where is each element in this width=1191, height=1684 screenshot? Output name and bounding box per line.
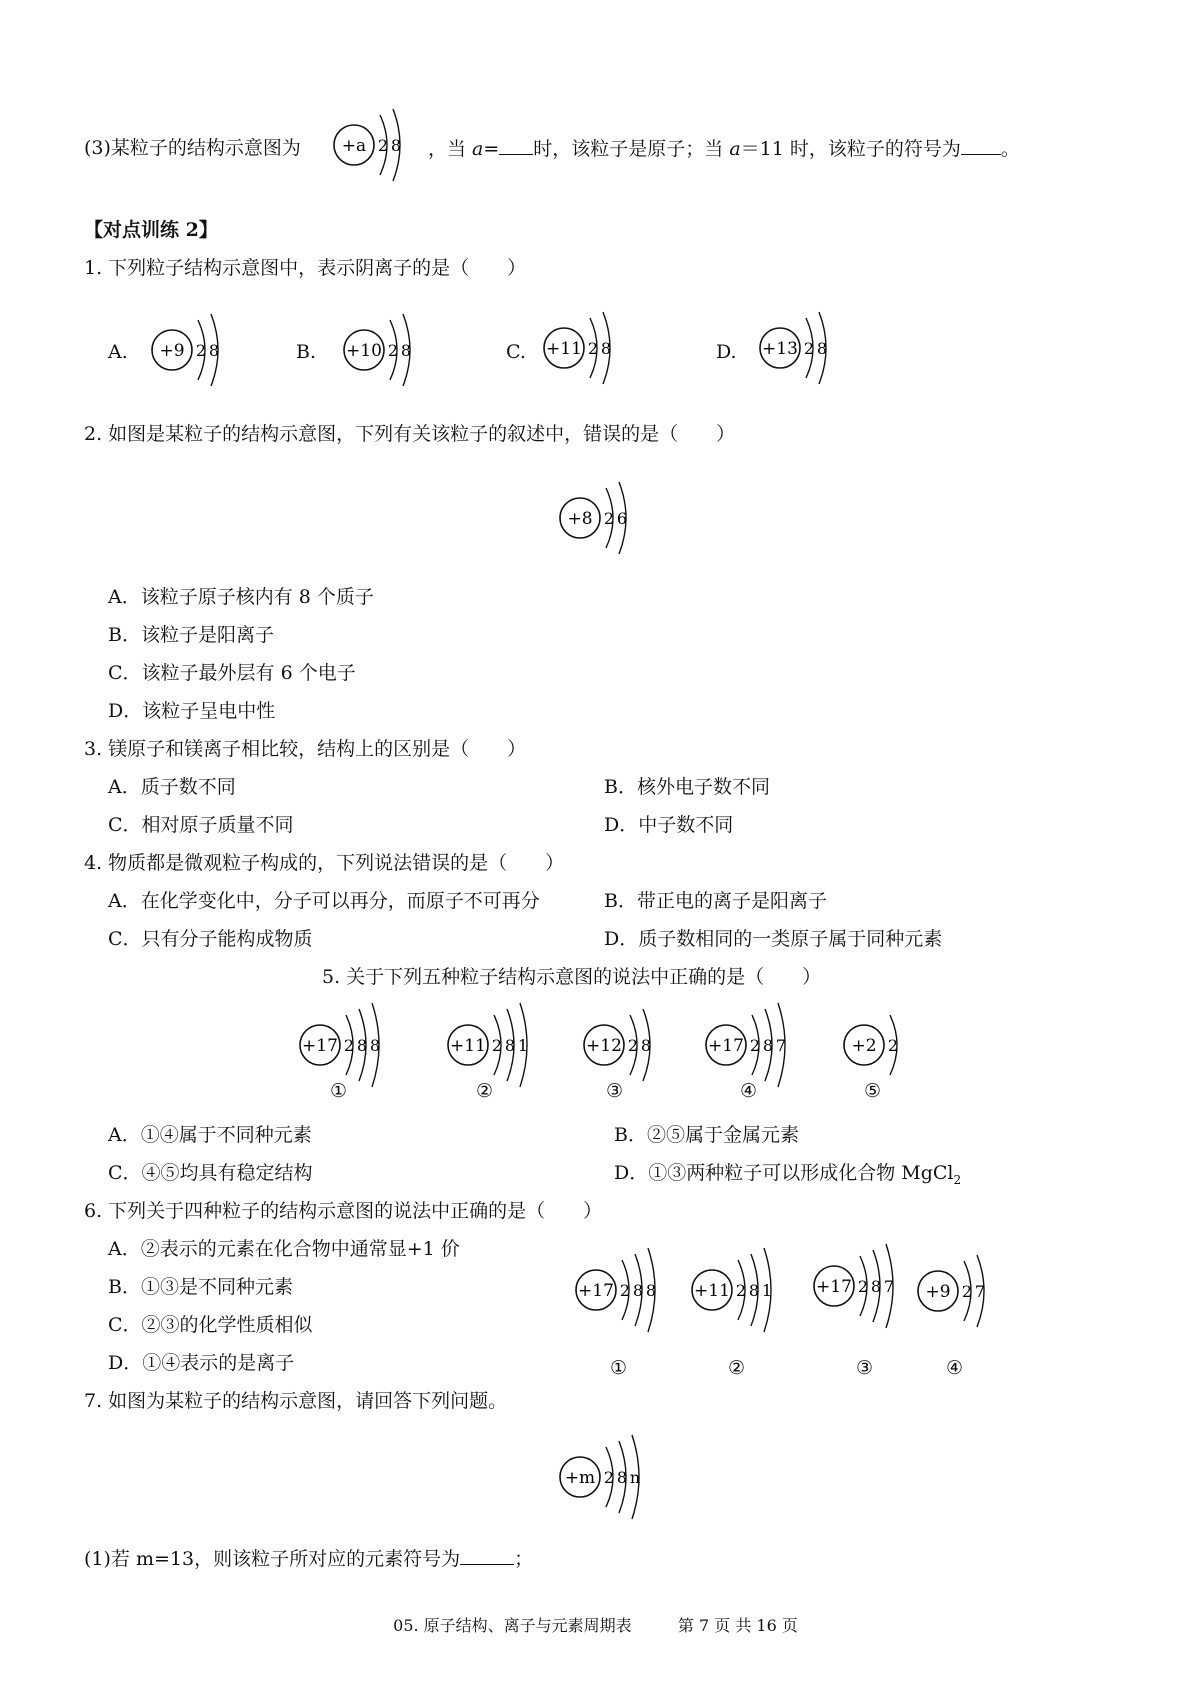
q5-atom-1 — [296, 1000, 396, 1090]
q1-option-b-atom — [340, 300, 440, 400]
q1-stem: 1. 下列粒子结构示意图中，表示阴离子的是（ ） — [84, 257, 527, 279]
q7-blank-symbol[interactable] — [460, 1546, 514, 1565]
shell-electron-count: 8 — [369, 1036, 381, 1055]
shell-electron-count: 7 — [775, 1036, 787, 1055]
q3-line — [84, 136, 301, 160]
q6-option-a[interactable]: A．②表示的元素在化合物中通常显+1 价 — [108, 1238, 460, 1260]
shell-electron-count: 2 — [587, 339, 599, 358]
shell-electron-count: 8 — [640, 1036, 652, 1055]
nucleus-charge: +10 — [346, 341, 382, 361]
q2-option-b[interactable]: B．该粒子是阳离子 — [108, 624, 274, 646]
nucleus-charge: +a — [341, 136, 367, 156]
q4-option-d[interactable]: D．质子数相同的一类原子属于同种元素 — [604, 928, 943, 950]
q5-atom-5 — [840, 1000, 940, 1090]
q3-atom-diagram — [330, 100, 420, 190]
q5-num-3: ③ — [606, 1080, 624, 1102]
shell-electron-count: 2 — [735, 1281, 747, 1300]
q5-option-c[interactable]: C．④⑤均具有稳定结构 — [108, 1162, 313, 1184]
q5-atom-3 — [580, 1000, 680, 1090]
q7-atom-diagram — [556, 1422, 666, 1532]
shell-electron-count: 8 — [762, 1036, 774, 1055]
q2-atom-diagram — [556, 468, 656, 568]
shell-electron-count: 8 — [208, 341, 220, 360]
nucleus-charge: +8 — [567, 509, 593, 529]
shell-electron-count: 2 — [887, 1036, 899, 1055]
q2-option-c[interactable]: C．该粒子最外层有 6 个电子 — [108, 662, 356, 684]
q4-option-a[interactable]: A．在化学变化中，分子可以再分，而原子不可再分 — [108, 890, 540, 912]
nucleus-charge: +9 — [925, 1282, 951, 1302]
q5-num-1: ① — [330, 1080, 348, 1102]
q2-stem: 2. 如图是某粒子的结构示意图，下列有关该粒子的叙述中，错误的是（ ） — [84, 423, 736, 445]
q3-pre: (3)某粒子的结构示意图为 — [84, 137, 301, 159]
shell-electron-count: 8 — [400, 341, 412, 360]
q5-option-b[interactable]: B．②⑤属于金属元素 — [614, 1124, 799, 1146]
q6-atom-3 — [810, 1236, 920, 1336]
footer-page: 第 7 页 共 16 页 — [677, 1616, 798, 1635]
shell-electron-count: 2 — [603, 1468, 615, 1487]
q6-num-4: ④ — [946, 1357, 964, 1379]
shell-electron-count: 2 — [343, 1036, 355, 1055]
section-title: 【对点训练 2】 — [84, 219, 218, 241]
shell-electron-count: 8 — [748, 1281, 760, 1300]
q2-option-a[interactable]: A．该粒子原子核内有 8 个质子 — [108, 586, 374, 608]
q6-num-2: ② — [728, 1357, 746, 1379]
q5-num-2: ② — [476, 1080, 494, 1102]
q3b-stem: 3. 镁原子和镁离子相比较，结构上的区别是（ ） — [84, 738, 527, 760]
q5-num-5: ⑤ — [864, 1080, 882, 1102]
shell-electron-count: 2 — [749, 1036, 761, 1055]
q6-atom-2 — [688, 1240, 798, 1340]
shell-electron-count: 8 — [632, 1281, 644, 1300]
shell-electron-count: 2 — [627, 1036, 639, 1055]
q1-option-c-atom — [540, 298, 640, 398]
q4-stem: 4. 物质都是微观粒子构成的，下列说法错误的是（ ） — [84, 852, 565, 874]
q3-blank-symbol[interactable] — [961, 136, 1001, 155]
q5-atom-4 — [702, 1000, 802, 1090]
q7-stem: 7. 如图为某粒子的结构示意图，请回答下列问题。 — [84, 1390, 508, 1412]
q2-option-d[interactable]: D．该粒子呈电中性 — [108, 700, 276, 722]
nucleus-charge: +m — [564, 1468, 596, 1488]
nucleus-charge: +13 — [762, 339, 798, 359]
shell-electron-count: 7 — [883, 1277, 895, 1296]
shell-electron-count: 8 — [600, 339, 612, 358]
nucleus-charge: +17 — [302, 1036, 338, 1056]
q5-option-a[interactable]: A．①④属于不同种元素 — [108, 1124, 312, 1146]
q6-num-1: ① — [610, 1357, 628, 1379]
page-footer — [0, 1613, 1191, 1636]
q5-option-d[interactable]: D．①③两种粒子可以形成化合物 MgCl$_2$ — [614, 1162, 962, 1187]
q6-atom-1 — [572, 1240, 682, 1340]
shell-electron-count: 2 — [857, 1277, 869, 1296]
q6-stem: 6. 下列关于四种粒子的结构示意图的说法中正确的是（ ） — [84, 1200, 603, 1222]
q3-blank-a[interactable] — [499, 136, 533, 155]
q6-option-d[interactable]: D．①④表示的是离子 — [108, 1352, 295, 1374]
nucleus-charge: +11 — [450, 1036, 486, 1056]
q6-option-c[interactable]: C．②③的化学性质相似 — [108, 1314, 313, 1336]
q6-num-3: ③ — [856, 1357, 874, 1379]
shell-electron-count: 8 — [390, 136, 402, 155]
shell-electron-count: 8 — [816, 339, 828, 358]
nucleus-charge: +17 — [708, 1036, 744, 1056]
shell-electron-count: 7 — [974, 1282, 986, 1301]
q4-option-c[interactable]: C．只有分子能构成物质 — [108, 928, 313, 950]
q3b-option-a[interactable]: A．质子数不同 — [108, 776, 236, 798]
nucleus-charge: +17 — [816, 1277, 852, 1297]
shell-electron-count: 2 — [195, 341, 207, 360]
shell-electron-count: 2 — [387, 341, 399, 360]
shell-electron-count: 1 — [517, 1036, 529, 1055]
q1-option-d-atom — [756, 298, 856, 398]
q3b-option-d[interactable]: D．中子数不同 — [604, 814, 734, 836]
q5-num-4: ④ — [740, 1080, 758, 1102]
shell-electron-count: 2 — [377, 136, 389, 155]
shell-electron-count: 2 — [491, 1036, 503, 1055]
nucleus-charge: +9 — [159, 341, 185, 361]
shell-electron-count: 2 — [961, 1282, 973, 1301]
q5-stem: 5. 关于下列五种粒子结构示意图的说法中正确的是（ ） — [322, 966, 822, 988]
shell-electron-count: 2 — [803, 339, 815, 358]
q3-line-rest: ，当 a= 时，该粒子是原子；当 a＝11 时，该粒子的符号为 。 — [428, 138, 1020, 160]
nucleus-charge: +11 — [546, 339, 582, 359]
q6-atom-4 — [914, 1246, 1014, 1336]
q7-sub1: (1)若 m=13，则该粒子所对应的元素符号为 ； — [84, 1548, 534, 1570]
nucleus-charge: +2 — [851, 1036, 877, 1056]
q3b-option-b[interactable]: B．核外电子数不同 — [604, 776, 770, 798]
shell-electron-count: 2 — [619, 1281, 631, 1300]
shell-electron-count: 8 — [356, 1036, 368, 1055]
q1-option-c-label[interactable]: C. — [506, 341, 526, 363]
shell-electron-count: 8 — [645, 1281, 657, 1300]
q5-atom-2 — [444, 1000, 544, 1090]
shell-electron-count: 6 — [616, 509, 628, 528]
q1-option-a-atom — [148, 300, 248, 400]
shell-electron-count: 8 — [504, 1036, 516, 1055]
shell-electron-count: 1 — [761, 1281, 773, 1300]
shell-electron-count: 8 — [870, 1277, 882, 1296]
q1-option-a-label[interactable]: A. — [108, 341, 128, 363]
shell-electron-count: 8 — [616, 1468, 628, 1487]
footer-chapter: 05. 原子结构、离子与元素周期表 — [393, 1616, 632, 1635]
shell-electron-count: n — [629, 1468, 641, 1487]
nucleus-charge: +11 — [694, 1281, 730, 1301]
q6-option-b[interactable]: B．①③是不同种元素 — [108, 1276, 293, 1298]
q4-option-b[interactable]: B．带正电的离子是阳离子 — [604, 890, 827, 912]
shell-electron-count: 2 — [603, 509, 615, 528]
q1-option-d-label[interactable]: D. — [716, 341, 737, 363]
q1-option-b-label[interactable]: B. — [296, 341, 317, 363]
nucleus-charge: +12 — [586, 1036, 622, 1056]
nucleus-charge: +17 — [578, 1281, 614, 1301]
q3b-option-c[interactable]: C．相对原子质量不同 — [108, 814, 294, 836]
